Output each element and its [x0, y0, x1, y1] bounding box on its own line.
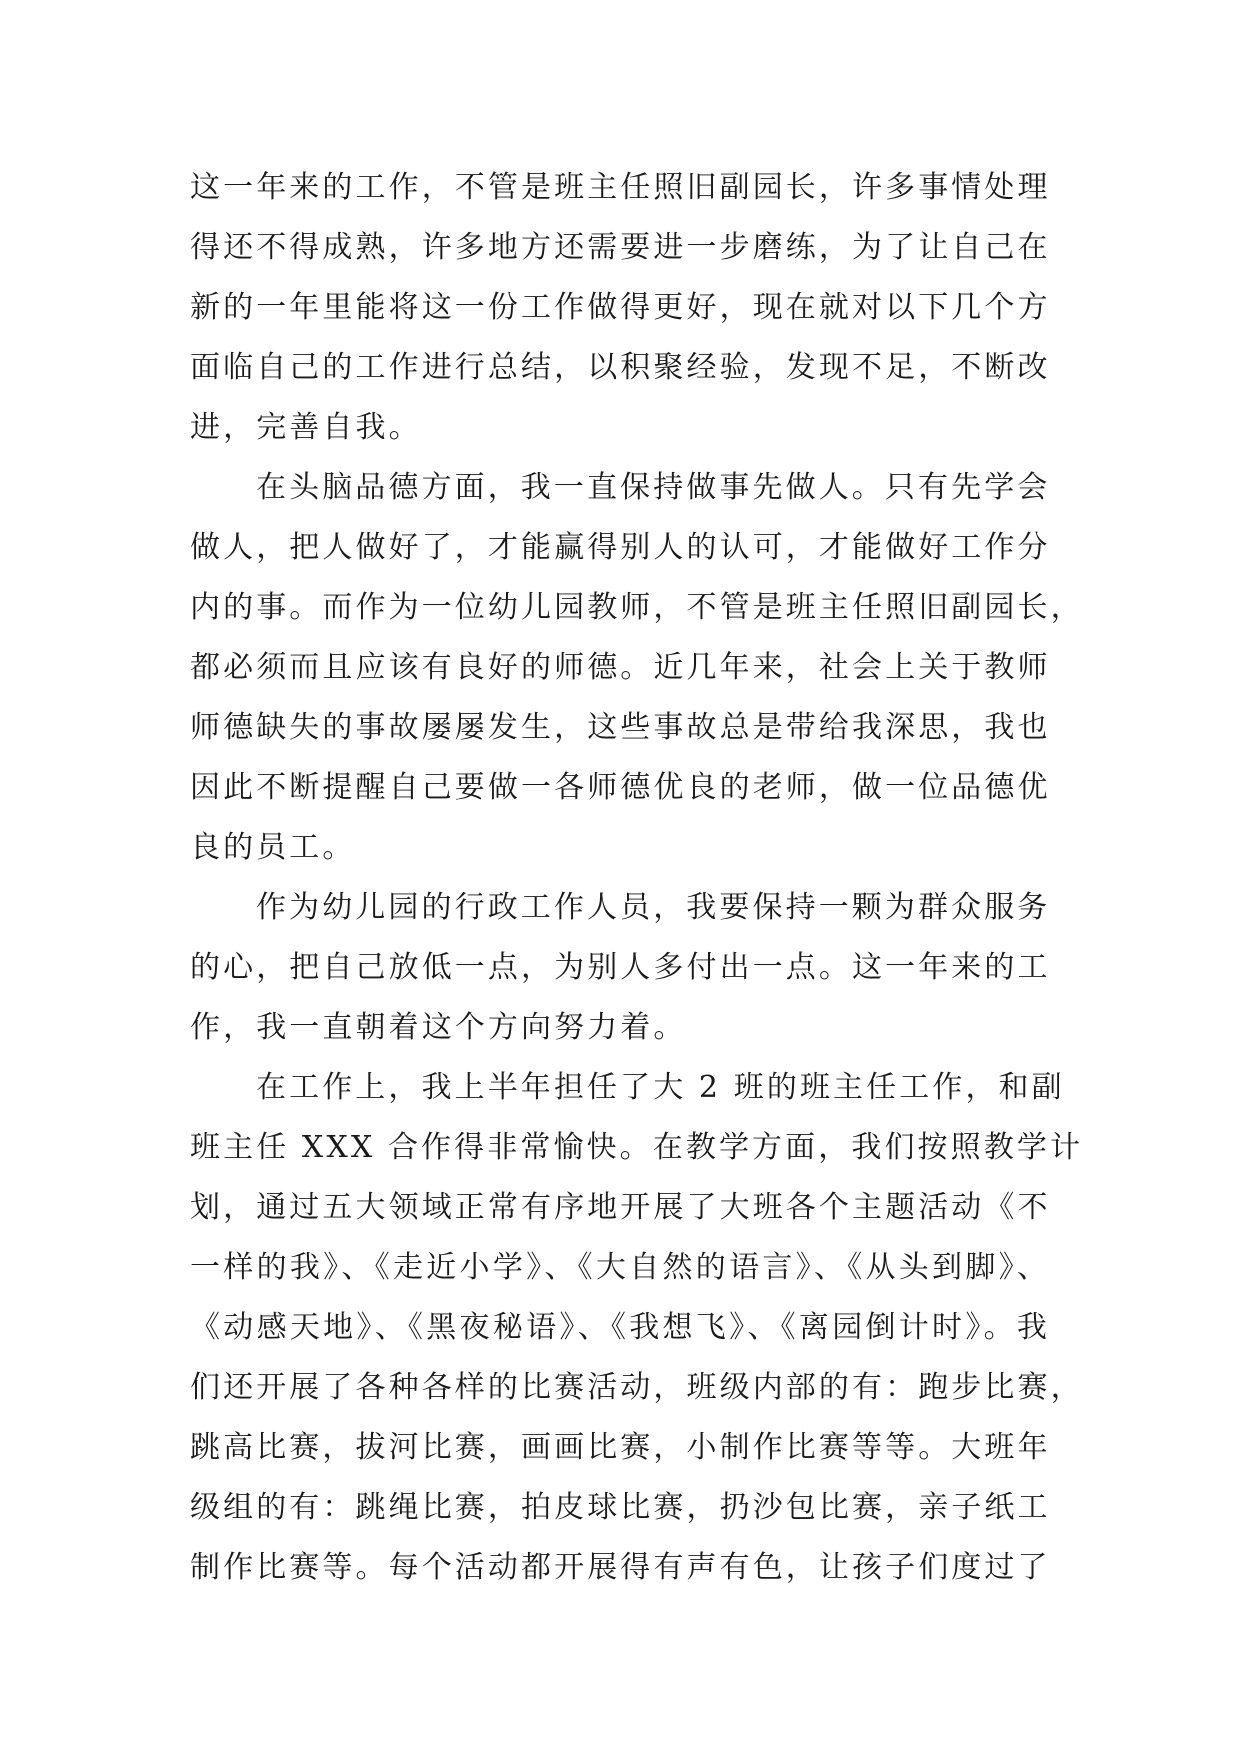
paragraph-1: [190, 158, 1050, 458]
text-line: 一样的我》、《走近小学》、《大自然的语言》、《从头到脚》、: [190, 1250, 1050, 1285]
text-line: 作，我一直朝着这个方向努力着。: [190, 1010, 687, 1045]
text-line: 的心，把自己放低一点，为别人多付出一点。这一年来的工: [190, 950, 1051, 985]
text-line: 作为幼儿园的行政工作人员，我要保持一颗为群众服务: [256, 890, 1051, 925]
text-line: 级组的有：跳绳比赛，拍皮球比赛，扔沙包比赛，亲子纸工: [190, 1490, 1051, 1525]
text-line: 得还不得成熟，许多地方还需要进一步磨练，为了让自己在: [190, 230, 1051, 265]
text-line: 新的一年里能将这一份工作做得更好，现在就对以下几个方: [190, 290, 1051, 325]
text-line: 因此不断提醒自己要做一各师德优良的老师，做一位品德优: [190, 770, 1051, 805]
text-line: 做人，把人做好了，才能赢得别人的认可，才能做好工作分: [190, 530, 1051, 565]
text-line: 内的事。而作为一位幼儿园教师，不管是班主任照旧副园长，: [190, 590, 1084, 625]
text-line: 进，完善自我。: [190, 410, 422, 445]
text-line: 师德缺失的事故屡屡发生，这些事故总是带给我深思，我也: [190, 710, 1051, 745]
text-line: 制作比赛等。每个活动都开展得有声有色，让孩子们度过了: [190, 1550, 1051, 1585]
text-line: 良的员工。: [190, 830, 356, 865]
text-line: 面临自己的工作进行总结，以积聚经验，发现不足，不断改: [190, 350, 1051, 385]
text-line: 在工作上，我上半年担任了大 2 班的班主任工作，和副: [256, 1070, 1065, 1105]
document-body: [190, 158, 1084, 1598]
text-line: 班主任 XXX 合作得非常愉快。在教学方面，我们按照教学计: [190, 1130, 1084, 1165]
text-line: 《动感天地》、《黑夜秘语》、《我想飞》、《离园倒计时》。我: [190, 1310, 1050, 1345]
text-line: 们还开展了各种各样的比赛活动，班级内部的有：跑步比赛，: [190, 1370, 1084, 1405]
paragraph-2: [190, 458, 1084, 878]
text-line: 划，通过五大领域正常有序地开展了大班各个主题活动《不: [190, 1190, 1051, 1225]
paragraph-4: [190, 1058, 1084, 1598]
text-line: 在头脑品德方面，我一直保持做事先做人。只有先学会: [256, 470, 1051, 505]
text-line: 这一年来的工作，不管是班主任照旧副园长，许多事情处理: [190, 170, 1051, 205]
paragraph-3: [190, 878, 1050, 1058]
text-line: 跳高比赛，拔河比赛，画画比赛，小制作比赛等等。大班年: [190, 1430, 1051, 1465]
text-line: 都必须而且应该有良好的师德。近几年来，社会上关于教师: [190, 650, 1051, 685]
